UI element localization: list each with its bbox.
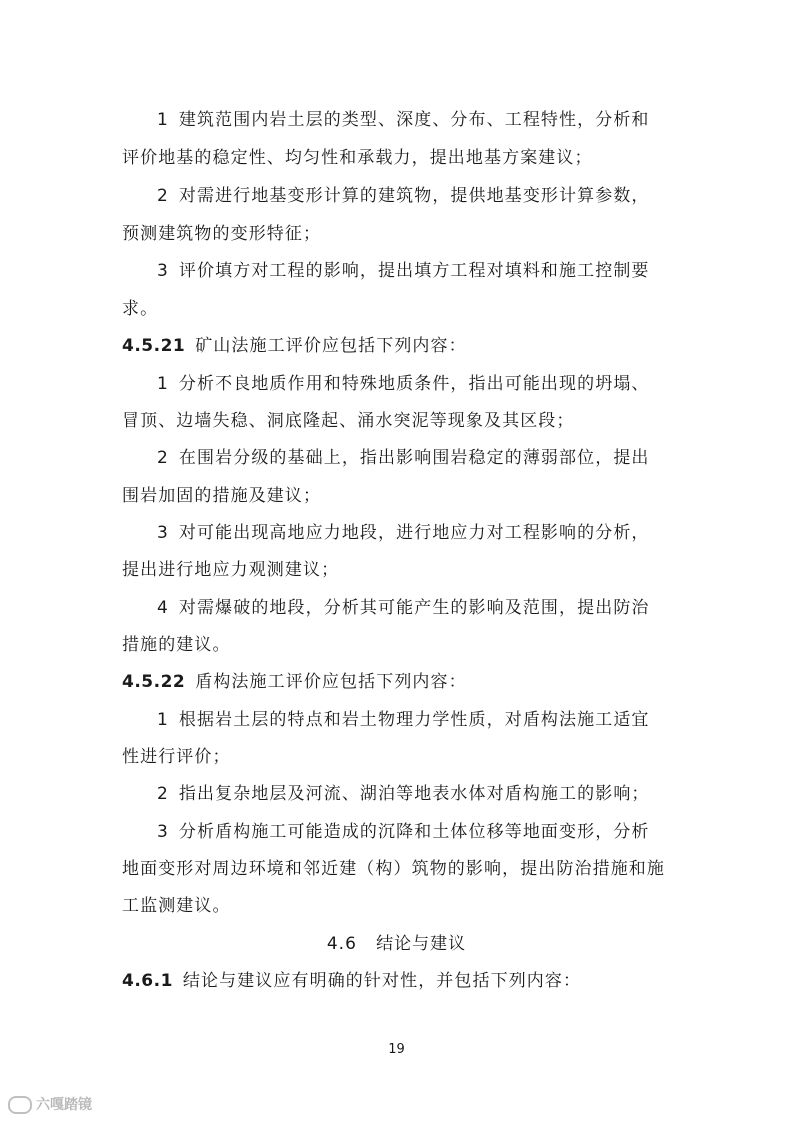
clause-4-6-1: 4.6.1 结论与建议应有明确的针对性，并包括下列内容： (122, 971, 582, 991)
clause-4-5-22-item-2: 2 指出复杂地层及河流、湖泊等地表水体对盾构施工的影响； (157, 784, 650, 804)
clause-4-5-21-item-4-line-2: 措施的建议。 (122, 635, 231, 655)
clause-4-5-22-item-3-line-3: 工监测建议。 (122, 896, 231, 916)
section-number: 4.6 (326, 934, 357, 954)
watermark-logo-icon (8, 1096, 32, 1114)
item-1-line-1: 1 建筑范围内岩土层的类型、深度、分布、工程特性，分析和 (157, 110, 650, 130)
clause-4-5-21-item-2-line-1: 2 在围岩分级的基础上，指出影响围岩稳定的薄弱部位，提出 (157, 448, 650, 468)
clause-4-5-21-item-2-line-2: 围岩加固的措施及建议； (122, 486, 322, 506)
item-1-line-2: 评价地基的稳定性、均匀性和承载力，提出地基方案建议； (122, 148, 593, 168)
clause-4-5-21-item-4-line-1: 4 对需爆破的地段，分析其可能产生的影响及范围，提出防治 (157, 598, 650, 618)
clause-4-5-22-item-3-line-1: 3 分析盾构施工可能造成的沉降和土体位移等地面变形，分析 (157, 822, 650, 842)
section-title: 结论与建议 (376, 934, 467, 954)
item-3-line-2: 求。 (122, 299, 159, 319)
watermark: 六嘎踏镜 (8, 1094, 92, 1114)
clause-4-5-22-item-3-line-2: 地面变形对周边环境和邻近建（构）筑物的影响，提出防治措施和施 (122, 859, 665, 879)
item-2-line-1: 2 对需进行地基变形计算的建筑物，提供地基变形计算参数， (157, 186, 650, 206)
page-number: 19 (388, 1042, 405, 1057)
item-3-line-1: 3 评价填方对工程的影响，提出填方工程对填料和施工控制要 (157, 261, 650, 281)
clause-4-5-22-item-1-line-2: 性进行评价； (122, 747, 231, 767)
clause-4-5-21: 4.5.21 矿山法施工评价应包括下列内容： (122, 336, 467, 356)
clause-4-5-21-item-3-line-2: 提出进行地应力观测建议； (122, 560, 340, 580)
clause-4-5-21-item-1-line-2: 冒顶、边墙失稳、洞底隆起、涌水突泥等现象及其区段； (122, 411, 575, 431)
clause-4-5-22-item-1-line-1: 1 根据岩土层的特点和岩土物理力学性质，对盾构法施工适宜 (157, 710, 650, 730)
clause-4-5-22: 4.5.22 盾构法施工评价应包括下列内容： (122, 672, 467, 692)
item-2-line-2: 预测建筑物的变形特征； (122, 224, 322, 244)
clause-4-5-21-item-3-line-1: 3 对可能出现高地应力地段，进行地应力对工程影响的分析， (157, 523, 650, 543)
section-heading (0, 932, 793, 956)
clause-4-5-21-item-1-line-1: 1 分析不良地质作用和特殊地质条件，指出可能出现的坍塌、 (157, 374, 650, 394)
